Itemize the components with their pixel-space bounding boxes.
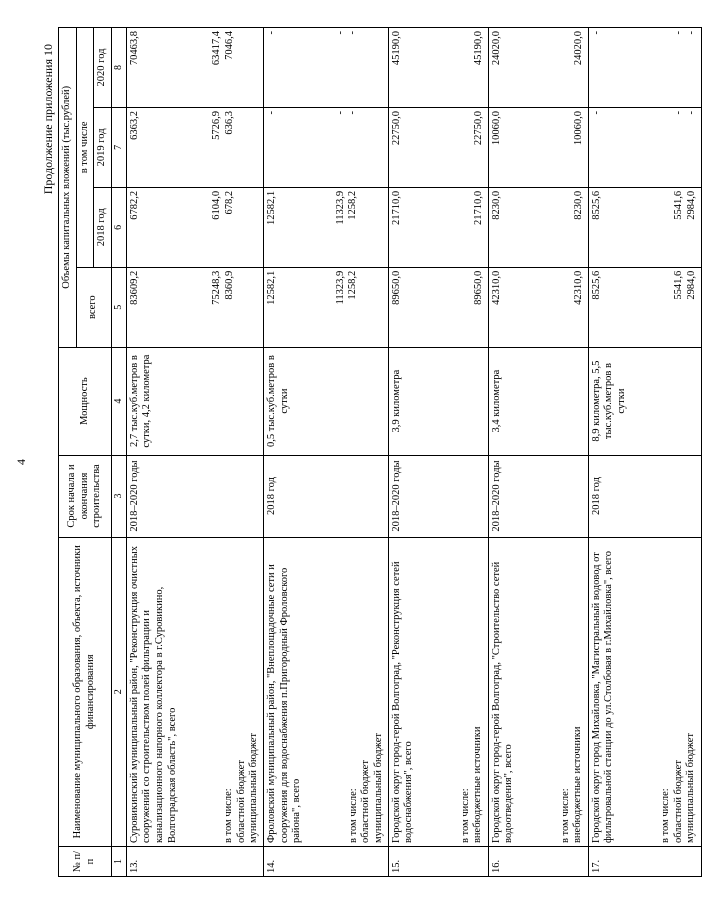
row-number: 14.	[263, 847, 388, 877]
amount-2018: 8230,0	[490, 190, 502, 220]
amount-total: 8525,6	[590, 270, 602, 300]
amount-total: 5541,6	[673, 270, 685, 300]
construction-period: 2018–2020 годы	[126, 455, 263, 537]
amount-2020: 24020,0	[490, 31, 502, 66]
object-name: Фроловский муниципальный район, "Внеплощадочные сети и сооружения для водоснабжения п.Пригородный Фроловского района", всего	[265, 564, 303, 844]
amount-2020: 63417,4	[211, 31, 223, 66]
total-cell	[388, 267, 488, 347]
amount-total: 1258,2	[347, 270, 359, 300]
year-2019-cell	[126, 107, 263, 187]
column-index: 4	[111, 347, 126, 455]
column-index: 7	[111, 107, 126, 187]
amount-2019: 22750,0	[473, 110, 485, 146]
object-name-cell	[263, 537, 388, 847]
header-period: Срок начала и окончания строительства	[59, 455, 112, 537]
amount-2018: 8525,6	[590, 190, 602, 220]
column-index: 2	[111, 537, 126, 847]
year-2020-cell	[263, 28, 388, 108]
amount-2018: 5541,6	[673, 190, 685, 220]
table-row	[263, 28, 388, 877]
capital-investment-table	[58, 27, 702, 877]
capacity: 3,4 километра	[488, 347, 588, 455]
amount-2018: 8230,0	[573, 190, 585, 220]
amount-2019: -	[265, 110, 277, 115]
year-2019-cell	[488, 107, 588, 187]
column-index: 6	[111, 187, 126, 267]
capacity: 8,9 километра, 5,5 тыс.куб.метров в сутки	[588, 347, 701, 455]
amount-2020: -	[334, 31, 346, 35]
funding-source: муниципальный бюджет	[685, 732, 697, 844]
amount-total: 8360,9	[223, 270, 235, 300]
year-2019-cell	[263, 107, 388, 187]
column-index: 8	[111, 28, 126, 108]
year-2018-cell	[588, 187, 701, 267]
amount-2020: 24020,0	[573, 31, 585, 66]
year-2020-cell	[126, 28, 263, 108]
total-cell	[588, 267, 701, 347]
amount-total: 2984,0	[686, 270, 698, 300]
amount-2020: 70463,8	[128, 31, 140, 66]
funding-source: внебюджетные источники	[472, 726, 484, 844]
object-name: Городской округ город Михайловка, "Магистральный водовод от фильтровальной станции до ул.Столбовая в г.Михайловка", всего	[590, 550, 615, 844]
total-cell	[263, 267, 388, 347]
column-index-row	[111, 28, 126, 877]
amount-2018: 21710,0	[473, 190, 485, 225]
amount-2019: -	[334, 110, 346, 115]
object-name-cell	[588, 537, 701, 847]
subtotal-heading: в том числе:	[459, 788, 471, 844]
column-index: 1	[111, 847, 126, 877]
object-name: Городской округ город-герой Волгоград, "Строительство сетей водоотведения", всего	[490, 561, 515, 844]
amount-2018: 21710,0	[390, 190, 402, 225]
subtotal-heading: в том числе:	[660, 788, 672, 844]
year-2019-cell	[388, 107, 488, 187]
capacity: 2,7 тыс.куб.метров в сутки, 4,2 километра	[126, 347, 263, 455]
construction-period: 2018–2020 годы	[388, 455, 488, 537]
table-row	[588, 28, 701, 877]
amount-2020: 45190,0	[473, 31, 485, 66]
amount-2020: 7046,4	[223, 31, 235, 60]
amount-2019: 22750,0	[390, 110, 402, 146]
amount-2020: 45190,0	[390, 31, 402, 66]
amount-2020: -	[347, 31, 359, 35]
amount-total: 42310,0	[573, 270, 585, 305]
amount-total: 12582,1	[265, 270, 277, 305]
capacity: 3,9 километра	[388, 347, 488, 455]
amount-2018: 6104,0	[211, 190, 223, 220]
table-row	[488, 28, 588, 877]
object-name-cell	[126, 537, 263, 847]
total-cell	[488, 267, 588, 347]
funding-source: областной бюджет	[360, 760, 372, 844]
amount-2018: 12582,1	[265, 190, 277, 225]
column-index: 5	[111, 267, 126, 347]
object-name: Суровикинский муниципальный район, "Реконструкция очистных сооружений со строительством полей фильтрации и канализационного напорного коллектора в г.Суровикино, Волгоградская область", всего	[128, 545, 178, 844]
year-2019-cell	[588, 107, 701, 187]
object-name: Городской округ город-герой Волгоград, "Реконструкция сетей водоснабжения", всего	[390, 561, 415, 844]
object-name-cell	[488, 537, 588, 847]
header-total: всего	[76, 267, 111, 347]
table-row	[126, 28, 263, 877]
amount-total: 89650,0	[390, 270, 402, 305]
funding-source: муниципальный бюджет	[248, 732, 260, 844]
amount-2019: 636,3	[223, 110, 235, 135]
header-name: Наименование муниципального образования, объекта, источники финансирования	[59, 537, 112, 847]
header-2020: 2020 год	[94, 28, 112, 108]
amount-2019: 6363,2	[128, 110, 140, 140]
row-number: 15.	[388, 847, 488, 877]
subtotal-heading: в том числе:	[347, 788, 359, 844]
table-row	[388, 28, 488, 877]
amount-2018: 6782,2	[128, 190, 140, 220]
construction-period: 2018–2020 годы	[488, 455, 588, 537]
row-number: 13.	[126, 847, 263, 877]
year-2018-cell	[488, 187, 588, 267]
appendix-title: Продолжение приложения 10	[41, 44, 55, 195]
subtotal-heading: в том числе:	[223, 788, 235, 844]
amount-2019: -	[347, 110, 359, 115]
amount-2019: -	[673, 110, 685, 115]
amount-2019: -	[590, 110, 602, 115]
row-number: 16.	[488, 847, 588, 877]
subtotal-heading: в том числе:	[559, 788, 571, 844]
amount-total: 11323,9	[334, 270, 346, 305]
amount-2020: -	[686, 31, 698, 35]
amount-total: 75248,3	[211, 270, 223, 305]
amount-2020: -	[590, 31, 602, 35]
amount-total: 42310,0	[490, 270, 502, 305]
amount-total: 89650,0	[473, 270, 485, 305]
header-volumes: Объемы капитальных вложений (тыс.рублей)	[59, 28, 77, 348]
amount-2019: -	[686, 110, 698, 115]
year-2018-cell	[126, 187, 263, 267]
amount-2018: 678,2	[223, 190, 235, 215]
funding-source: областной бюджет	[672, 760, 684, 844]
year-2020-cell	[388, 28, 488, 108]
amount-total: 83609,2	[128, 270, 140, 305]
funding-source: областной бюджет	[235, 760, 247, 844]
funding-source: муниципальный бюджет	[372, 732, 384, 844]
amount-2018: 2984,0	[686, 190, 698, 220]
header-2019: 2019 год	[94, 107, 112, 187]
header-including: в том числе	[76, 28, 94, 268]
amount-2020: -	[265, 31, 277, 35]
total-cell	[126, 267, 263, 347]
amount-2019: 10060,0	[490, 110, 502, 146]
funding-source: внебюджетные источники	[572, 726, 584, 844]
construction-period: 2018 год	[263, 455, 388, 537]
amount-2018: 1258,2	[347, 190, 359, 220]
page-number: 4	[14, 459, 28, 465]
year-2020-cell	[588, 28, 701, 108]
year-2018-cell	[263, 187, 388, 267]
capacity: 0,5 тыс.куб.метров в сутки	[263, 347, 388, 455]
object-name-cell	[388, 537, 488, 847]
header-no: № п/п	[59, 847, 112, 877]
header-capacity: Мощность	[59, 347, 112, 455]
amount-2019: 5726,9	[211, 110, 223, 140]
amount-2018: 11323,9	[334, 190, 346, 225]
year-2020-cell	[488, 28, 588, 108]
header-2018: 2018 год	[94, 187, 112, 267]
amount-2019: 10060,0	[573, 110, 585, 146]
column-index: 3	[111, 455, 126, 537]
amount-2020: -	[673, 31, 685, 35]
year-2018-cell	[388, 187, 488, 267]
construction-period: 2018 год	[588, 455, 701, 537]
row-number: 17.	[588, 847, 701, 877]
